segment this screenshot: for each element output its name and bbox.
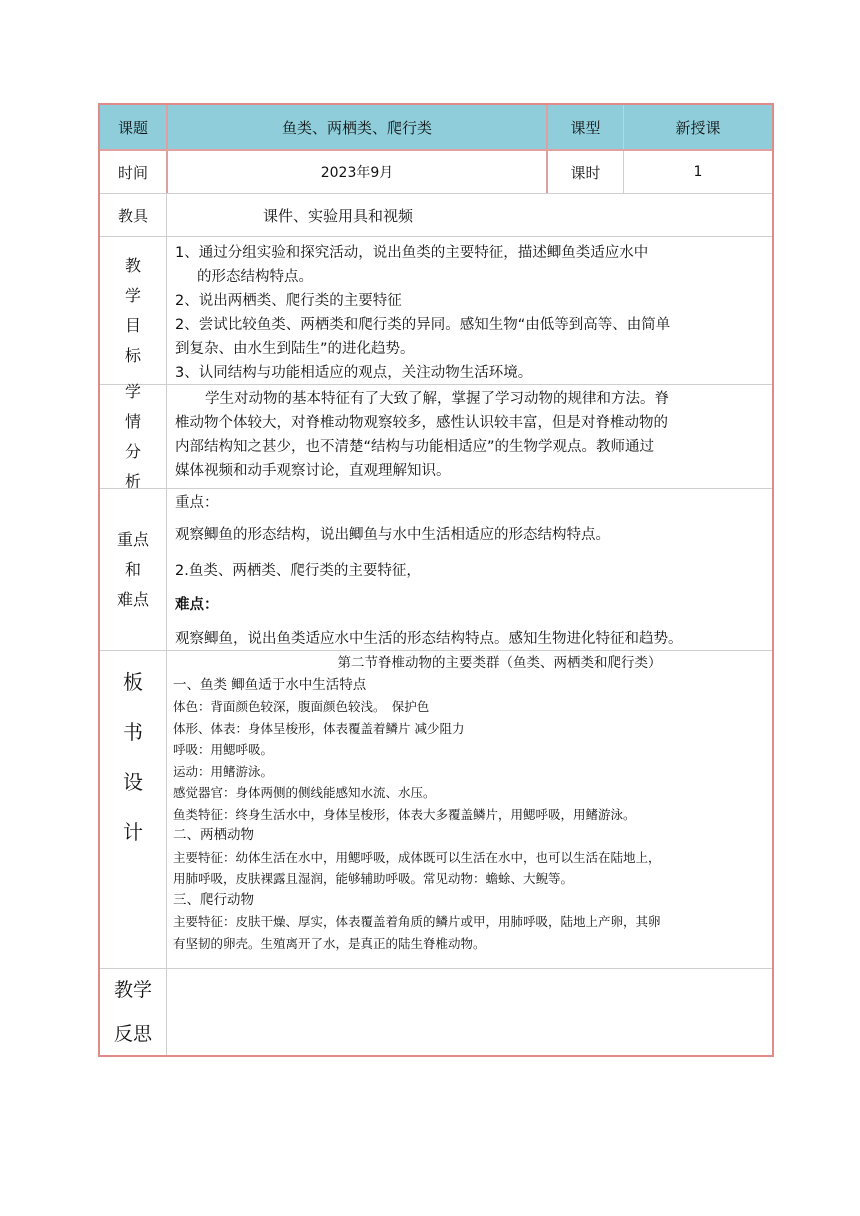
header-row	[100, 105, 772, 149]
tools-value: 课件、实验用具和视频	[166, 194, 772, 236]
reflection-content	[166, 969, 772, 1055]
reflection-row	[100, 968, 772, 1055]
key-title: 重点：	[175, 495, 219, 511]
hours-label: 课时	[546, 151, 623, 193]
objective-line: 到复杂、由水生到陆生”的进化趋势。	[175, 341, 415, 357]
board-line: 体色：背面颜色较深，腹面颜色较浅。 保护色	[173, 699, 430, 714]
hours-value: 1	[623, 151, 772, 193]
board-line: 有坚韧的卵壳。生殖离开了水，是真正的陆生脊椎动物。	[173, 935, 486, 951]
objectives-label: 教 学 目 标	[124, 255, 141, 365]
time-row	[100, 149, 772, 193]
key-line: 2.鱼类、两栖类、爬行类的主要特征，	[175, 563, 421, 579]
time-label: 时间	[117, 163, 148, 182]
objective-line: 2、尝试比较鱼类、两栖类和爬行类的异同。感知生物“由低等到高等、由简单	[175, 317, 671, 333]
key-points-content	[166, 489, 772, 650]
key-points-label: 重点 和 难点	[116, 529, 149, 609]
key-line: 观察鲫鱼的形态结构，说出鲫鱼与水中生活相适应的形态结构特点。	[175, 527, 610, 543]
type-label: 课型	[546, 105, 623, 149]
board-row	[100, 650, 772, 968]
board-line: 二、两栖动物	[173, 827, 254, 843]
type-value: 新授课	[623, 105, 772, 149]
analysis-line: 媒体视频和动手观察讨论，直观理解知识。	[175, 463, 451, 479]
analysis-label: 学 情 分 析	[124, 381, 141, 491]
lesson-plan-table	[98, 103, 774, 1057]
board-label: 板 书 设 计	[123, 670, 143, 844]
objective-line: 2、说出两栖类、爬行类的主要特征	[175, 293, 402, 309]
board-content	[166, 651, 772, 968]
difficulty-line: 观察鲫鱼，说出鱼类适应水中生活的形态结构特点。感知生物进化特征和趋势。	[175, 631, 683, 647]
objectives-row	[100, 236, 772, 384]
board-line: 呼吸：用鳃呼吸。	[173, 742, 274, 757]
board-line: 鱼类特征：终身生活水中，身体呈梭形，体表大多覆盖鳞片，用鳃呼吸，用鳍游泳。	[173, 806, 636, 822]
time-value: 2023年9月	[166, 151, 546, 193]
topic-label: 课题	[117, 118, 148, 137]
board-line: 运动：用鳍游泳。	[173, 763, 274, 779]
board-line: 主要特征：皮肤干燥、厚实，体表覆盖着角质的鳞片或甲，用肺呼吸，陆地上产卵，其卵	[173, 914, 661, 929]
board-line: 感觉器官：身体两侧的侧线能感知水流、水压。	[173, 785, 436, 800]
analysis-line: 学生对动物的基本特征有了大致了解，掌握了学习动物的规律和方法。脊	[205, 391, 669, 407]
analysis-line: 椎动物个体较大，对脊椎动物观察较多，感性认识较丰富，但是对脊椎动物的	[175, 415, 668, 431]
board-line: 用肺呼吸，皮肤裸露且湿润，能够辅助呼吸。常见动物：蟾蜍、大鲵等。	[173, 871, 574, 886]
board-line: 主要特征：幼体生活在水中，用鳃呼吸，成体既可以生活在水中，也可以生活在陆地上，	[173, 849, 661, 865]
objective-line: 的形态结构特点。	[197, 269, 313, 285]
key-points-row	[100, 488, 772, 650]
analysis-line: 内部结构知之甚少，也不清楚“结构与功能相适应”的生物学观点。教师通过	[175, 439, 655, 455]
board-title: 第二节脊椎动物的主要类群（鱼类、两栖类和爬行类）	[337, 655, 662, 671]
analysis-content	[166, 385, 772, 488]
reflection-label: 教学 反思	[113, 979, 152, 1045]
tools-row	[100, 193, 772, 236]
board-line: 三、爬行动物	[173, 891, 254, 908]
tools-label: 教具	[117, 206, 148, 225]
objectives-content	[166, 237, 772, 384]
board-line: 一、鱼类 鲫鱼适于水中生活特点	[173, 676, 367, 693]
topic-value: 鱼类、两栖类、爬行类	[166, 105, 546, 149]
difficulty-title: 难点：	[175, 597, 219, 613]
board-line: 体形、体表：身体呈梭形，体表覆盖着鳞片 减少阻力	[173, 720, 465, 736]
analysis-row	[100, 381, 772, 491]
objective-line: 1、通过分组实验和探究活动，说出鱼类的主要特征，描述鲫鱼类适应水中	[175, 245, 649, 261]
objective-line: 3、认同结构与功能相适应的观点，关注动物生活环境。	[175, 365, 533, 381]
